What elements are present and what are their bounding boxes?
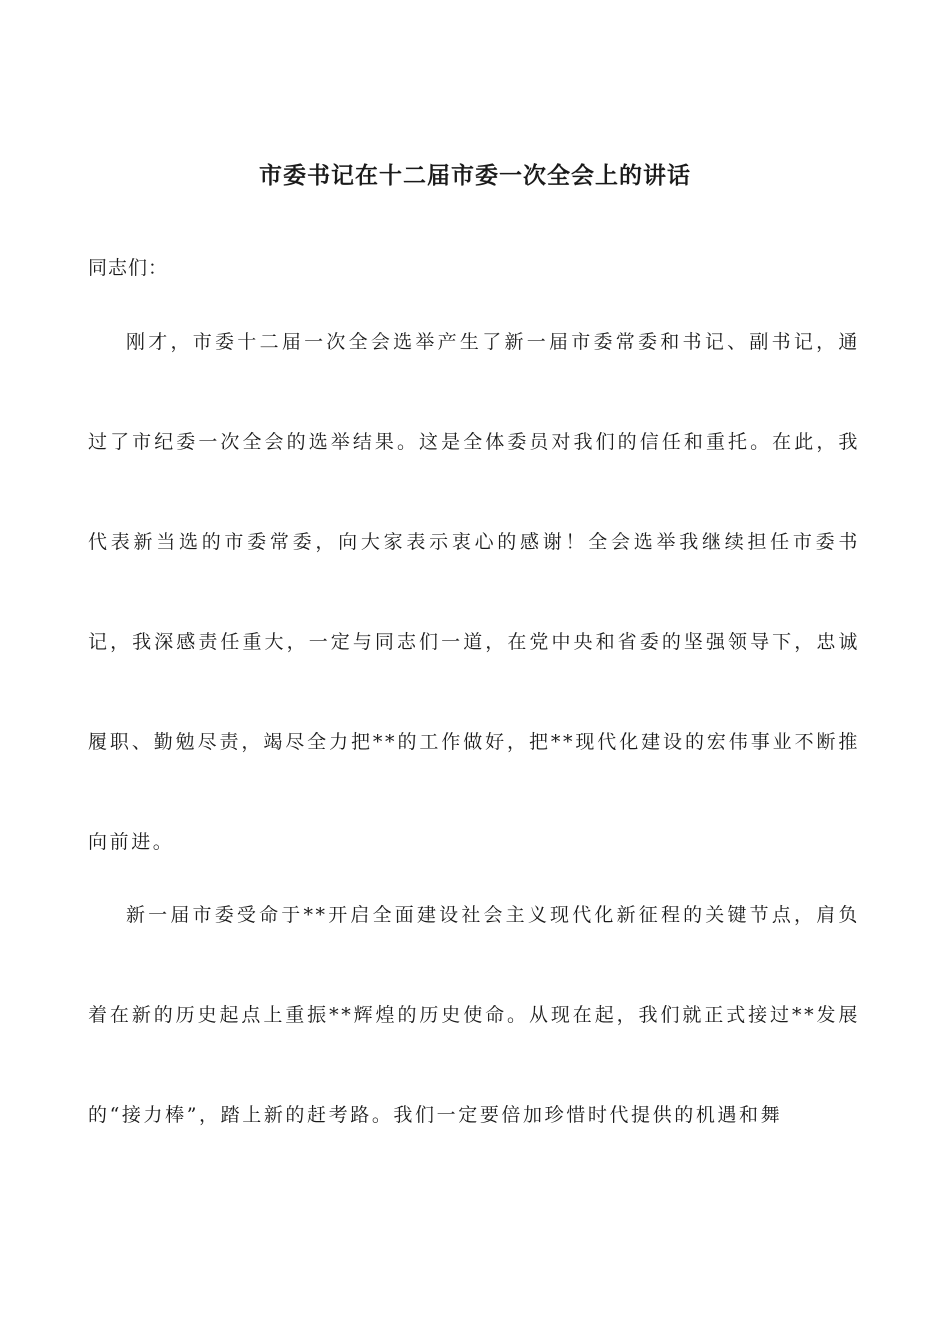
paragraph-1: 刚才，市委十二届一次全会选举产生了新一届市委常委和书记、副书记，通过了市纪委一次全会的选举结果。这是全体委员对我们的信任和重托。在此，我代表新当选的市委常委，向大家表示衷心的感谢！全会选举我继续担任市委书记，我深感责任重大，一定与同志们一道，在党中央和省委的坚强领导下，忠诚履职、勤勉尽责，竭尽全力把**的工作做好，把**现代化建设的宏伟事业不断推向前进。: [88, 331, 860, 853]
paragraph-2: 新一届市委受命于**开启全面建设社会主义现代化新征程的关键节点，肩负着在新的历史起点上重振**辉煌的历史使命。从现在起，我们就正式接过**发展的“接力棒”，踏上新的赶考路。我们一定要倍加珍惜时代提供的机遇和舞: [88, 904, 860, 1126]
salutation: 同志们：: [88, 257, 169, 279]
document-title: 市委书记在十二届市委一次全会上的讲话: [259, 163, 691, 189]
